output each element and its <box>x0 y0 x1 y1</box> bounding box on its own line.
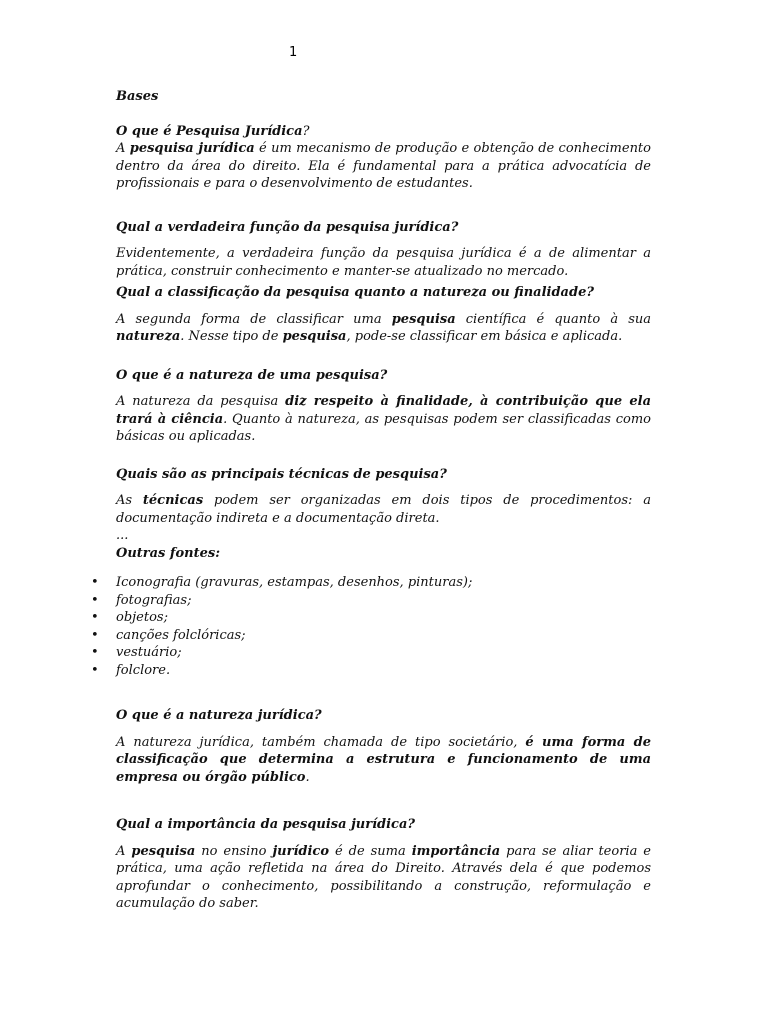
bases-heading: Bases <box>116 89 159 104</box>
text-run: para se aliar teoria e prática, uma ação refletida na área do Direito. Através dela é que podemos aprofundar o conhecimento, possibilitando a construção, reformulação e acumulação do saber. <box>116 843 651 911</box>
bold-text: pesquisa <box>131 843 196 859</box>
text-run: As <box>116 493 143 508</box>
text-run: científica é quanto à sua <box>455 311 652 327</box>
section-heading-what-is-legal-research <box>116 123 651 141</box>
bullet-icon: • <box>91 575 99 590</box>
text-run: A segunda forma de classificar uma <box>116 311 392 327</box>
list-item <box>91 627 651 645</box>
bold-text: jurídico <box>272 843 330 859</box>
section-heading-text: O que é Pesquisa Jurídica <box>116 123 303 139</box>
bullet-icon: • <box>91 627 99 643</box>
list-item <box>91 592 651 610</box>
section-heading-legal-nature: O que é a natureza jurídica? <box>116 708 322 723</box>
section-heading-techniques: Quais são as principais técnicas de pesquisa? <box>116 466 447 482</box>
text-run: A natureza jurídica, também chamada de tipo societário, <box>116 734 526 750</box>
paragraph-what-is-legal-research <box>116 140 651 193</box>
section-heading-importance: Qual a importância da pesquisa jurídica? <box>116 817 415 832</box>
text-run: A <box>116 843 132 859</box>
page-number: 1 <box>289 45 298 60</box>
bullet-icon: • <box>91 645 99 660</box>
other-sources-heading: Outras fontes: <box>116 545 221 561</box>
bold-text: técnicas <box>142 493 204 508</box>
section-heading-true-function: Qual a verdadeira função da pesquisa jurídica? <box>116 219 459 235</box>
paragraph-importance <box>116 843 651 913</box>
list-item-text: objetos; <box>116 610 168 625</box>
section-heading-nature-of-research: O que é a natureza de uma pesquisa? <box>116 367 388 383</box>
list-item <box>91 662 651 680</box>
paragraph-techniques <box>116 492 651 527</box>
text-run: . Nesse tipo de <box>180 329 283 344</box>
text-run: A natureza da pesquisa <box>116 394 286 409</box>
document-body <box>91 88 652 913</box>
list-item <box>91 644 651 662</box>
paragraph-legal-nature <box>116 734 651 787</box>
list-item <box>91 609 651 627</box>
bold-text: pesquisa <box>282 329 347 344</box>
section-heading-classification: Qual a classificação da pesquisa quanto a natureza ou finalidade? <box>116 285 594 300</box>
list-item-text: vestuário; <box>116 645 182 660</box>
text-run: . Quanto à natureza, as pesquisas podem ser classificadas como básicas ou aplicadas. <box>116 411 651 444</box>
list-item-text: fotografias; <box>116 592 192 608</box>
bullet-icon: • <box>91 610 99 625</box>
question-mark: ? <box>302 123 310 139</box>
list-item <box>91 574 651 592</box>
paragraph-classification <box>116 311 651 346</box>
bullet-icon: • <box>91 662 99 678</box>
text-run: A <box>116 141 130 156</box>
text-run: é um mecanismo de produção e obtenção de conhecimento dentro da área do direito. Ela é fundamental para a prática advocatícia de profissionais e para o desenvolvimento de estudantes. <box>116 141 651 191</box>
bullet-icon: • <box>91 592 99 608</box>
bold-text: importância <box>411 843 501 859</box>
bold-text: pesquisa <box>391 311 456 327</box>
text-run: , pode-se classificar em básica e aplicada. <box>346 329 623 344</box>
bold-text: é uma forma de classificação que determina a estrutura e funcionamento de uma empresa ou órgão público <box>116 734 651 785</box>
text-run: é de suma <box>329 843 412 859</box>
bold-text: pesquisa jurídica <box>129 141 255 156</box>
list-item-text: Iconografia (gravuras, estampas, desenhos, pinturas); <box>116 575 473 590</box>
text-run: . <box>305 769 310 785</box>
text-run: podem ser organizadas em dois tipos de procedimentos: a documentação indireta e a documentação direta. <box>116 493 651 526</box>
ellipsis: ... <box>116 528 129 543</box>
list-item-text: folclore. <box>116 662 171 678</box>
bold-text: diz respeito à finalidade, à contribuição que ela trará à ciência <box>116 394 651 427</box>
paragraph-true-function: Evidentemente, a verdadeira função da pesquisa jurídica é a de alimentar a prática, construir conhecimento e manter-se atualizado no mercado. <box>116 246 651 279</box>
text-run: no ensino <box>195 843 273 859</box>
paragraph-nature-of-research <box>116 393 651 446</box>
other-sources-list <box>91 574 651 679</box>
bold-text: natureza <box>116 329 181 344</box>
list-item-text: canções folclóricas; <box>116 627 246 643</box>
